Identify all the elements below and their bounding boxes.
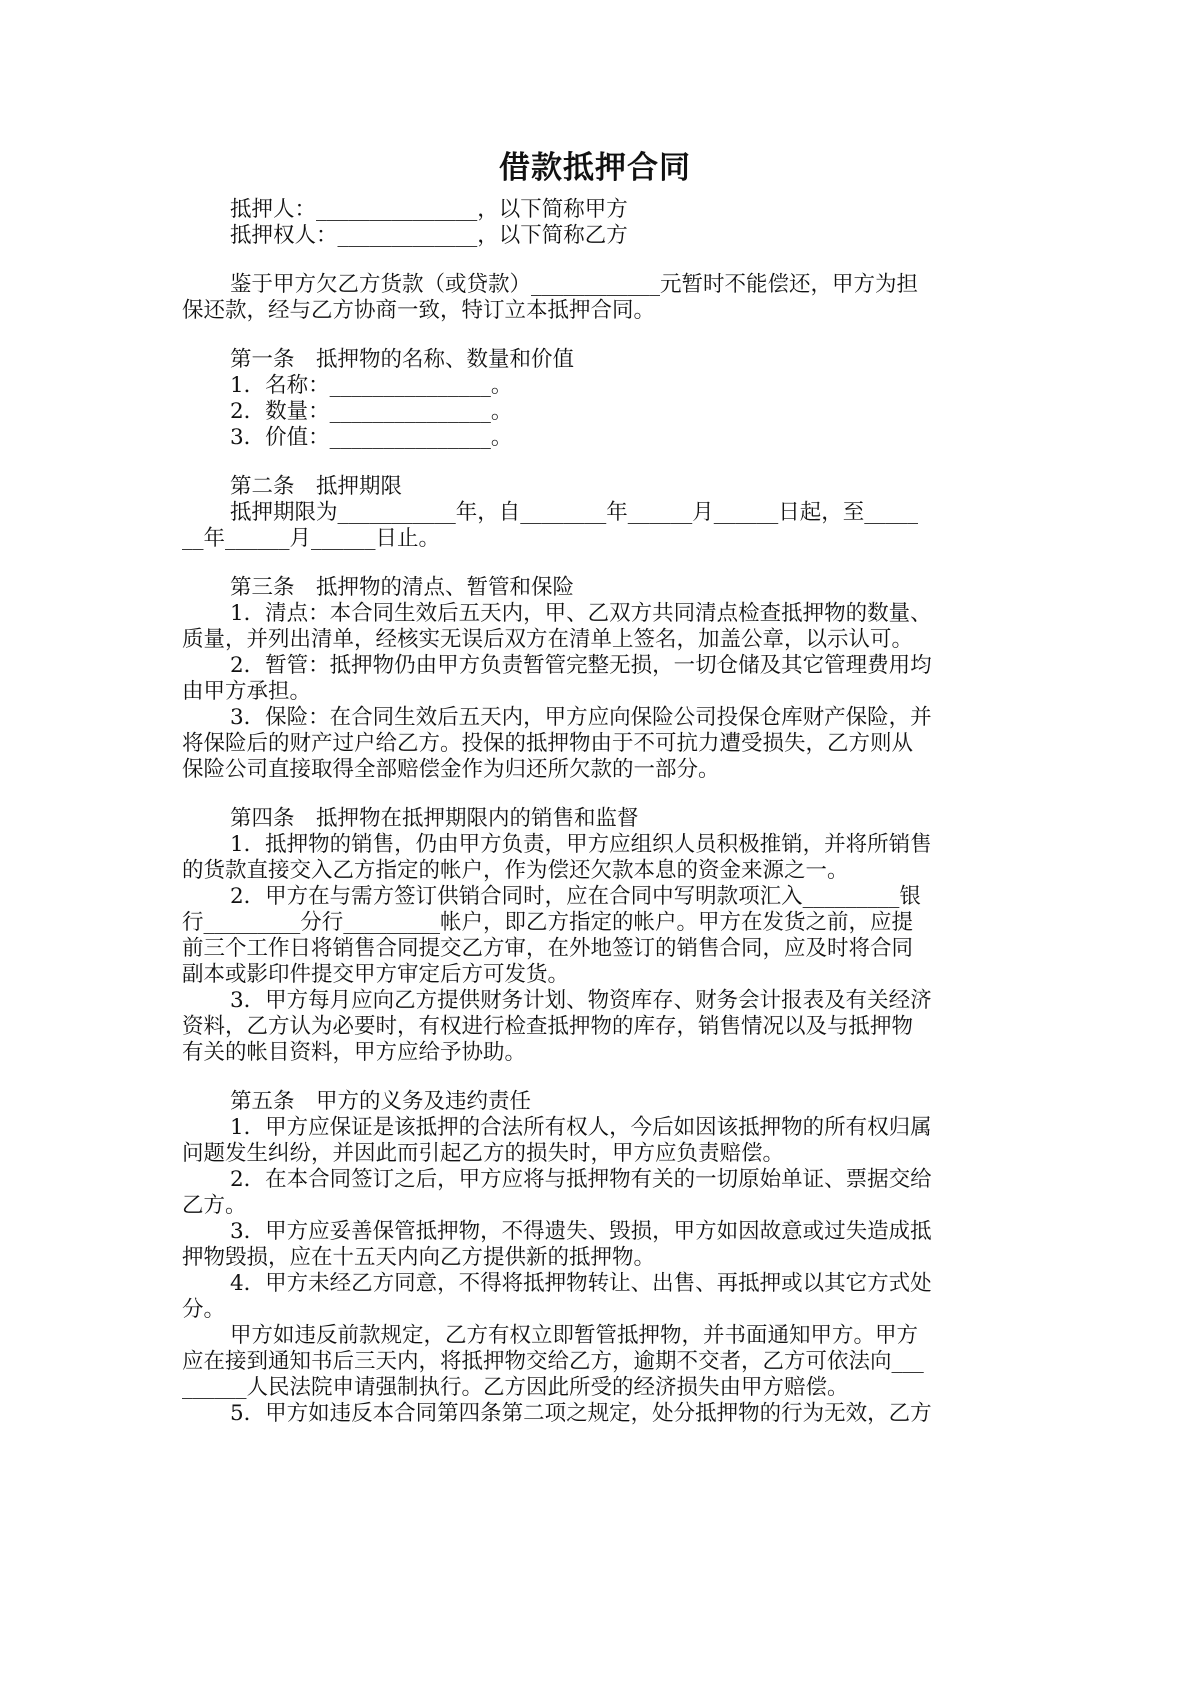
clause-line: 副本或影印件提交甲方审定后方可发货。 (182, 962, 570, 987)
clause-line: 的货款直接交入乙方指定的帐户，作为偿还欠款本息的资金来源之一。 (182, 858, 849, 883)
clause-line: 质量，并列出清单，经核实无误后双方在清单上签名，加盖公章，以示认可。 (182, 627, 914, 652)
article-heading: 第四条 抵押物在抵押期限内的销售和监督 (230, 806, 639, 831)
clause-line: 抵押期限为___________年，自________年______月______日起，至_____ (230, 500, 919, 525)
mortgagee-line: 抵押权人：_____________，以下简称乙方 (230, 223, 628, 248)
clause-line: 有关的帐目资料，甲方应给予协助。 (182, 1040, 527, 1065)
mortgagor-line: 抵押人：_______________，以下简称甲方 (230, 197, 628, 222)
article-heading: 第二条 抵押期限 (230, 474, 403, 499)
clause-line: 2．数量：_______________。 (230, 399, 513, 424)
clause-line: 1．清点：本合同生效后五天内，甲、乙双方共同清点检查抵押物的数量、 (230, 601, 932, 626)
clause-line: 3．价值：_______________。 (230, 425, 513, 450)
clause-line: 1．抵押物的销售，仍由甲方负责，甲方应组织人员积极推销，并将所销售 (230, 832, 932, 857)
clause-line: __年______月______日止。 (182, 526, 441, 551)
clause-line: 1．名称：_______________。 (230, 373, 513, 398)
preamble-line: 鉴于甲方欠乙方货款（或贷款）____________元暂时不能偿还，甲方为担 (230, 272, 919, 297)
clause-line: 2．在本合同签订之后，甲方应将与抵押物有关的一切原始单证、票据交给 (230, 1167, 932, 1192)
clause-line: 资料，乙方认为必要时，有权进行检查抵押物的库存，销售情况以及与抵押物 (182, 1014, 914, 1039)
clause-line: 甲方如违反前款规定，乙方有权立即暂管抵押物，并书面通知甲方。甲方 (230, 1323, 919, 1348)
clause-line: 应在接到通知书后三天内，将抵押物交给乙方，逾期不交者，乙方可依法向___ (182, 1349, 924, 1374)
article-heading: 第五条 甲方的义务及违约责任 (230, 1089, 532, 1114)
clause-line: 押物毁损，应在十五天内向乙方提供新的抵押物。 (182, 1245, 656, 1270)
clause-line: 4．甲方未经乙方同意，不得将抵押物转让、出售、再抵押或以其它方式处 (230, 1271, 932, 1296)
article-heading: 第一条 抵押物的名称、数量和价值 (230, 347, 575, 372)
clause-line: 5．甲方如违反本合同第四条第二项之规定，处分抵押物的行为无效，乙方 (230, 1401, 932, 1426)
clause-line: 2．暂管：抵押物仍由甲方负责暂管完整无损，一切仓储及其它管理费用均 (230, 653, 932, 678)
clause-line: 由甲方承担。 (182, 679, 312, 704)
clause-line: 前三个工作日将销售合同提交乙方审，在外地签订的销售合同，应及时将合同 (182, 936, 914, 961)
clause-line: 1．甲方应保证是该抵押的合法所有权人，今后如因该抵押物的所有权归属 (230, 1115, 932, 1140)
clause-line: 行_________分行_________帐户，即乙方指定的帐户。甲方在发货之前，应提 (182, 910, 914, 935)
article-heading: 第三条 抵押物的清点、暂管和保险 (230, 575, 575, 600)
clause-line: 将保险后的财产过户给乙方。投保的抵押物由于不可抗力遭受损失，乙方则从 (182, 731, 914, 756)
clause-line: 问题发生纠纷，并因此而引起乙方的损失时，甲方应负责赔偿。 (182, 1141, 785, 1166)
clause-line: 乙方。 (182, 1193, 247, 1218)
preamble-line: 保还款，经与乙方协商一致，特订立本抵押合同。 (182, 298, 656, 323)
clause-line: 3．保险：在合同生效后五天内，甲方应向保险公司投保仓库财产保险，并 (230, 705, 932, 730)
clause-line: ______人民法院申请强制执行。乙方因此所受的经济损失由甲方赔偿。 (182, 1375, 849, 1400)
clause-line: 3．甲方应妥善保管抵押物，不得遗失、毁损，甲方如因故意或过失造成抵 (230, 1219, 932, 1244)
clause-line: 保险公司直接取得全部赔偿金作为归还所欠款的一部分。 (182, 757, 720, 782)
clause-line: 2．甲方在与需方签订供销合同时，应在合同中写明款项汇入_________银 (230, 884, 921, 909)
clause-line: 分。 (182, 1297, 226, 1322)
document-title: 借款抵押合同 (499, 150, 691, 186)
clause-line: 3．甲方每月应向乙方提供财务计划、物资库存、财务会计报表及有关经济 (230, 988, 932, 1013)
